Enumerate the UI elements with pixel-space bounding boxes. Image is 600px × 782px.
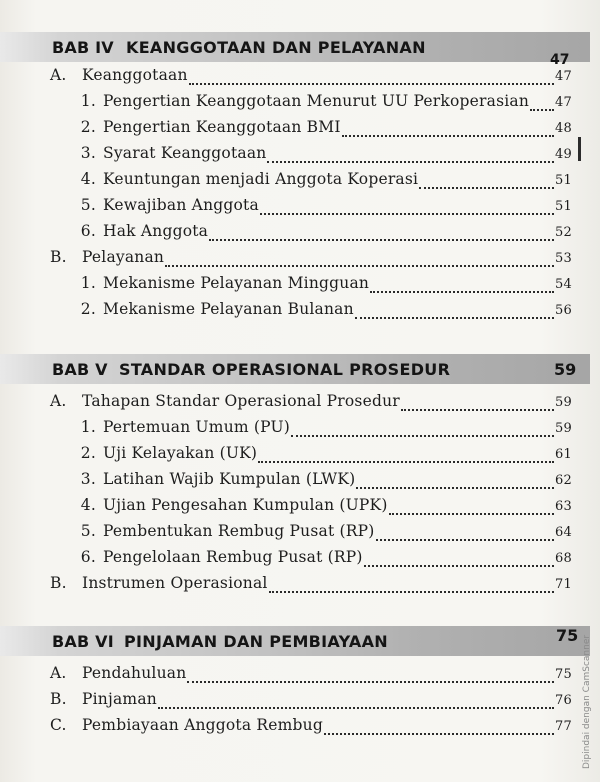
toc-entry — [50, 392, 572, 418]
chapter-title: PINJAMAN DAN PEMBIAYAAN — [124, 631, 388, 651]
entry-number: A. — [50, 664, 67, 682]
entry-page: 59 — [555, 421, 572, 436]
entry-number: 2. — [80, 444, 96, 462]
scanner-watermark-text: Dipindai dengan CamScanner — [582, 634, 592, 769]
entry-label: Mekanisme Pelayanan Mingguan — [103, 274, 370, 292]
entry-label: Keanggotaan — [82, 66, 188, 84]
entry-label: Latihan Wajib Kumpulan (LWK) — [103, 470, 356, 488]
entry-number: 4. — [80, 170, 96, 188]
toc-entry — [78, 222, 572, 248]
dot-leader — [356, 486, 554, 489]
toc-entry — [78, 118, 572, 144]
entry-page: 48 — [555, 121, 572, 136]
dot-leader — [267, 160, 554, 163]
chapter-title: STANDAR OPERASIONAL PROSEDUR — [119, 359, 451, 379]
entry-label: Pertemuan Umum (PU) — [103, 418, 291, 436]
entry-page: 51 — [555, 199, 572, 214]
chapter-page-number: 75 — [556, 626, 579, 645]
entry-page: 56 — [555, 303, 572, 318]
entry-page: 77 — [555, 719, 572, 734]
dot-leader — [342, 134, 554, 137]
entry-number: B. — [50, 574, 67, 592]
entry-label: Pengertian Keanggotaan BMI — [103, 118, 341, 136]
dot-leader — [291, 434, 554, 437]
toc-entry — [78, 522, 572, 548]
entry-label: Pembentukan Rembug Pusat (RP) — [103, 522, 375, 540]
entry-page: 61 — [555, 447, 572, 462]
dot-leader — [187, 680, 554, 683]
entry-label: Pengertian Keanggotaan Menurut UU Perkoperasian — [103, 92, 530, 110]
entry-number: B. — [50, 690, 67, 708]
entry-page: 54 — [555, 277, 572, 292]
entry-number: 1. — [80, 418, 96, 436]
entry-page: 76 — [555, 693, 572, 708]
entry-label: Keuntungan menjadi Anggota Koperasi — [103, 170, 419, 188]
entry-page: 68 — [555, 551, 572, 566]
toc-entry — [78, 418, 572, 444]
dot-leader — [260, 212, 554, 215]
toc-entry — [78, 196, 572, 222]
toc-entry — [50, 716, 572, 742]
toc-entry — [50, 248, 572, 274]
chapter-header-bab-iv — [0, 32, 590, 68]
entry-number: C. — [50, 716, 67, 734]
entry-label: Tahapan Standar Operasional Prosedur — [82, 392, 400, 410]
toc-entry — [50, 66, 572, 92]
toc-entry — [78, 300, 572, 326]
entry-number: 2. — [80, 118, 96, 136]
chapter-page-number: 59 — [554, 359, 577, 379]
entry-number: 5. — [80, 196, 96, 214]
entry-label: Pelayanan — [82, 248, 165, 266]
scanner-watermark — [577, 608, 591, 776]
dot-leader — [389, 512, 554, 515]
dot-leader — [324, 732, 554, 735]
dot-leader — [269, 590, 555, 593]
chapter-header-bab-vi — [0, 626, 590, 656]
dot-leader — [376, 538, 555, 541]
dot-leader — [370, 290, 554, 293]
chapter-title: KEANGGOTAAN DAN PELAYANAN — [126, 37, 426, 57]
entry-page: 71 — [555, 577, 572, 592]
entry-number: 5. — [80, 522, 96, 540]
toc-entry — [50, 574, 572, 600]
entry-page: 63 — [555, 499, 572, 514]
entry-label: Pengelolaan Rembug Pusat (RP) — [103, 548, 363, 566]
entry-page: 59 — [555, 395, 572, 410]
entry-label: Pendahuluan — [82, 664, 187, 682]
entry-label: Syarat Keanggotaan — [103, 144, 267, 162]
entry-label: Instrumen Operasional — [82, 574, 268, 592]
entry-label: Pembiayaan Anggota Rembug — [82, 716, 323, 734]
dot-leader — [189, 82, 554, 85]
entry-number: A. — [50, 392, 67, 410]
entry-label: Pinjaman — [82, 690, 157, 708]
toc-entry — [78, 496, 572, 522]
toc-entry — [78, 170, 572, 196]
chapter-number: BAB VI — [52, 631, 114, 651]
dot-leader — [530, 108, 554, 111]
dot-leader — [401, 408, 554, 411]
entry-number: 1. — [80, 274, 96, 292]
entry-page: 47 — [555, 69, 572, 84]
toc-entry — [78, 92, 572, 118]
toc-entry — [78, 144, 572, 170]
entry-number: 6. — [80, 548, 96, 566]
entry-page: 52 — [555, 225, 572, 240]
toc-entry — [78, 548, 572, 574]
chapter-header-bab-v — [0, 354, 590, 384]
dot-leader — [258, 460, 554, 463]
entry-number: 1. — [80, 92, 96, 110]
entry-label: Kewajiban Anggota — [103, 196, 259, 214]
entry-number: B. — [50, 248, 67, 266]
entry-page: 75 — [555, 667, 572, 682]
entry-page: 62 — [555, 473, 572, 488]
entry-page: 49 — [555, 147, 572, 162]
toc-entry — [50, 690, 572, 716]
entry-page: 53 — [555, 251, 572, 266]
entry-page: 47 — [555, 95, 572, 110]
entry-number: 3. — [80, 470, 96, 488]
toc-entry — [50, 664, 572, 690]
entry-page: 64 — [555, 525, 572, 540]
chapter-number: BAB IV — [52, 37, 114, 57]
entry-page: 51 — [555, 173, 572, 188]
entry-number: 6. — [80, 222, 96, 240]
margin-mark — [578, 137, 581, 161]
toc-entry — [78, 444, 572, 470]
toc-entry — [78, 274, 572, 300]
entry-label: Mekanisme Pelayanan Bulanan — [103, 300, 354, 318]
dot-leader — [419, 186, 554, 189]
entry-number: A. — [50, 66, 67, 84]
entry-label: Hak Anggota — [103, 222, 209, 240]
entry-label: Ujian Pengesahan Kumpulan (UPK) — [103, 496, 388, 514]
dot-leader — [364, 564, 554, 567]
toc-entry — [78, 470, 572, 496]
entry-number: 4. — [80, 496, 96, 514]
entry-label: Uji Kelayakan (UK) — [103, 444, 258, 462]
dot-leader — [165, 264, 554, 267]
dot-leader — [355, 316, 554, 319]
dot-leader — [158, 706, 554, 709]
entry-number: 3. — [80, 144, 96, 162]
chapter-page-number: 47 — [550, 52, 570, 68]
entry-number: 2. — [80, 300, 96, 318]
dot-leader — [209, 238, 554, 241]
chapter-number: BAB V — [52, 359, 108, 379]
